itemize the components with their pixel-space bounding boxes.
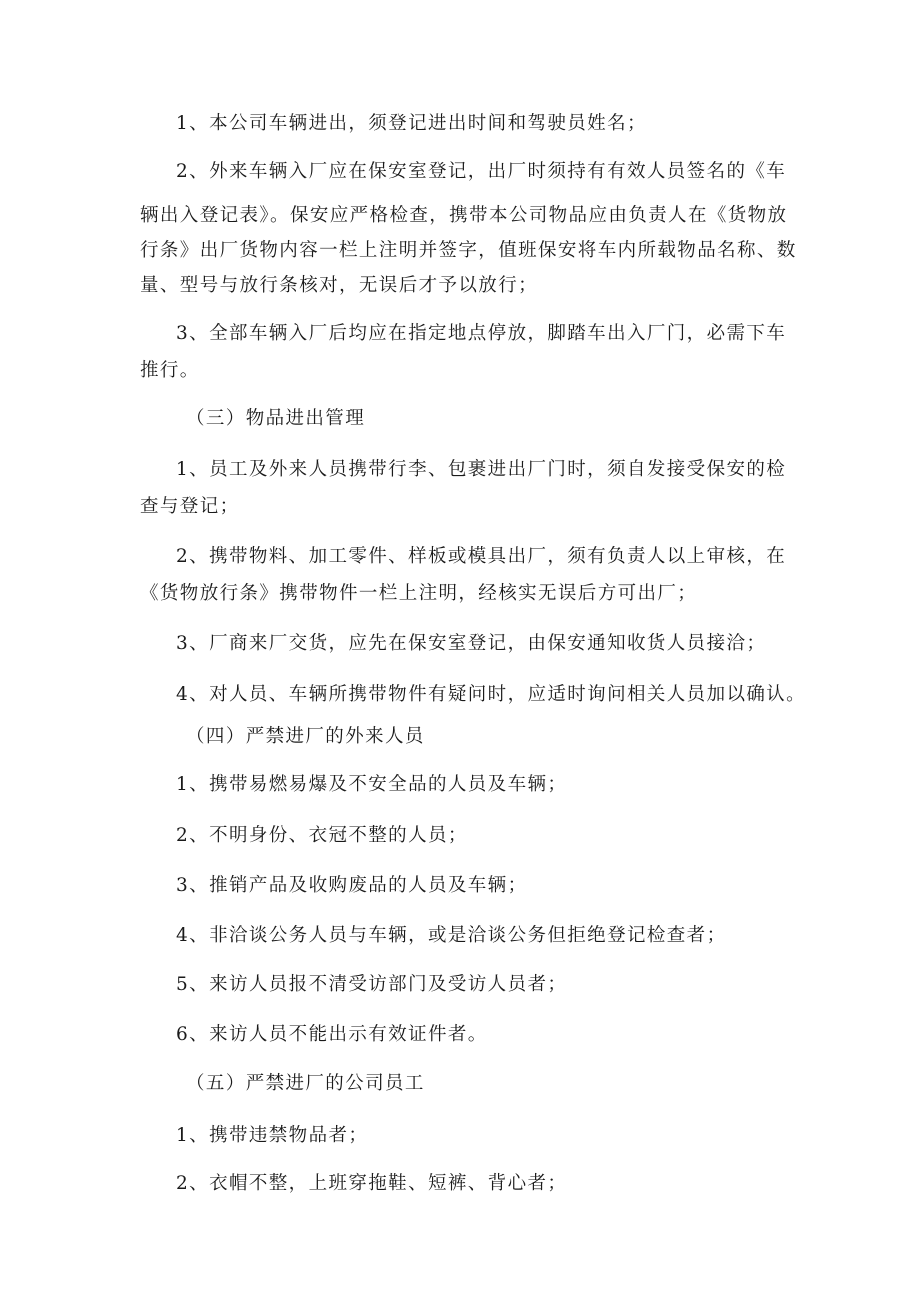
list-item-goods-4: 4、对人员、车辆所携带物件有疑问时，应适时询问相关人员加以确认。 — [176, 684, 807, 705]
section-heading-5: （五）严禁进厂的公司员工 — [186, 1073, 425, 1094]
list-item-vehicle-1: 1、本公司车辆进出，须登记进出时间和驾驶员姓名； — [176, 113, 647, 134]
section-heading-3: （三）物品进出管理 — [186, 408, 366, 429]
list-item-outsider-6: 6、来访人员不能出示有效证件者。 — [176, 1024, 488, 1045]
list-item-goods-2-line-2: 《货物放行条》携带物件一栏上注明，经核实无误后方可出厂； — [140, 583, 698, 604]
list-item-outsider-2: 2、不明身份、衣冠不整的人员； — [176, 825, 468, 846]
list-item-goods-3: 3、厂商来厂交货，应先在保安室登记，由保安通知收货人员接洽； — [176, 633, 767, 654]
list-item-goods-2-line-1: 2、携带物料、加工零件、样板或模具出厂，须有负责人以上审核，在 — [176, 546, 787, 567]
list-item-vehicle-2-line-3: 行条》出厂货物内容一栏上注明并签字，值班保安将车内所载物品名称、数 — [140, 240, 797, 261]
list-item-outsider-1: 1、携带易燃易爆及不安全品的人员及车辆； — [176, 774, 568, 795]
list-item-goods-1-line-2: 查与登记； — [140, 496, 240, 517]
list-item-outsider-5: 5、来访人员报不清受访部门及受访人员者； — [176, 974, 568, 995]
list-item-vehicle-2-line-2: 辆出入登记表》。保安应严格检查，携带本公司物品应由负责人在《货物放 — [140, 205, 788, 226]
list-item-vehicle-3-line-2: 推行。 — [140, 360, 200, 381]
list-item-vehicle-2-line-4: 量、型号与放行条核对，无误后才予以放行； — [140, 275, 539, 296]
list-item-outsider-4: 4、非洽谈公务人员与车辆，或是洽谈公务但拒绝登记检查者； — [176, 925, 727, 946]
list-item-vehicle-2-line-1: 2、外来车辆入厂应在保安室登记，出厂时须持有有效人员签名的《车 — [176, 161, 787, 182]
list-item-outsider-3: 3、推销产品及收购废品的人员及车辆； — [176, 875, 528, 896]
list-item-employee-2: 2、衣帽不整，上班穿拖鞋、短裤、背心者； — [176, 1173, 568, 1194]
list-item-goods-1-line-1: 1、员工及外来人员携带行李、包裹进出厂门时，须自发接受保安的检 — [176, 459, 787, 480]
section-heading-4: （四）严禁进厂的外来人员 — [186, 726, 425, 747]
list-item-employee-1: 1、携带违禁物品者； — [176, 1125, 369, 1146]
list-item-vehicle-3-line-1: 3、全部车辆入厂后均应在指定地点停放，脚踏车出入厂门，必需下车 — [176, 323, 787, 344]
